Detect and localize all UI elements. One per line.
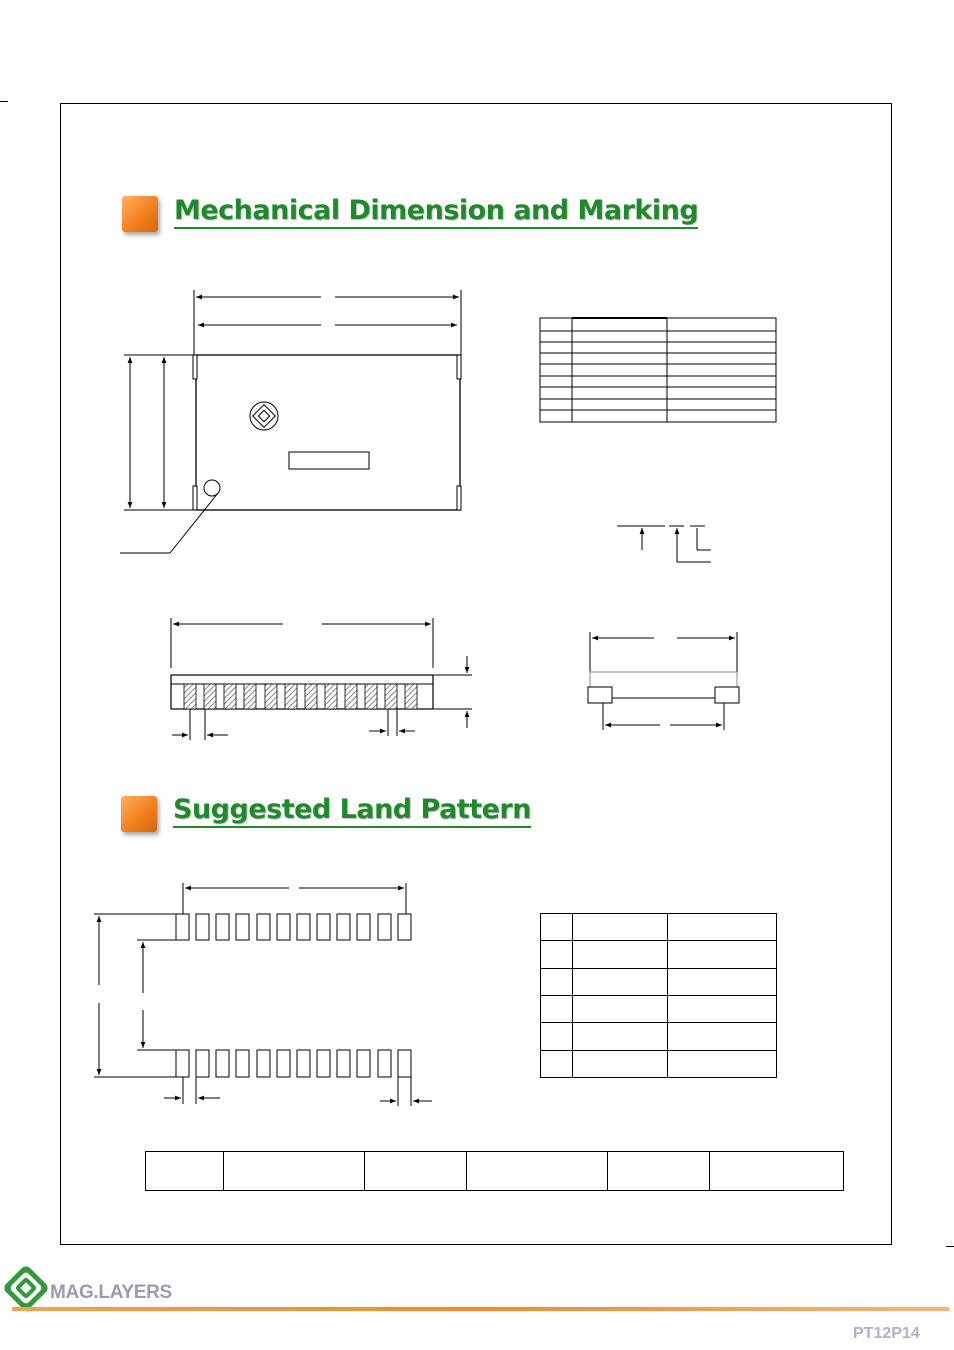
top-view — [120, 290, 461, 553]
mechanical-heading: Mechanical Dimension and Marking — [174, 195, 698, 229]
brand-name: MAG.LAYERS — [50, 1282, 172, 1303]
table-row — [541, 968, 777, 995]
land-pattern-table — [540, 913, 777, 1078]
info-table — [145, 1151, 844, 1191]
land-pattern — [94, 883, 432, 1106]
side-view — [171, 618, 472, 740]
side-view-pins — [184, 684, 417, 709]
end-view — [588, 632, 739, 730]
table-row — [541, 995, 777, 1022]
table-row — [541, 914, 777, 941]
table-row — [541, 1050, 777, 1077]
part-number: PT12P14 — [853, 1325, 920, 1342]
table-row — [541, 1023, 777, 1050]
table-row — [541, 941, 777, 968]
footer-divider — [12, 1307, 949, 1311]
orientation-logo-icon — [250, 402, 278, 430]
pin-table — [540, 318, 776, 422]
table-row — [146, 1152, 844, 1191]
marking-legend — [617, 526, 711, 562]
land-pattern-heading: Suggested Land Pattern — [173, 794, 531, 828]
